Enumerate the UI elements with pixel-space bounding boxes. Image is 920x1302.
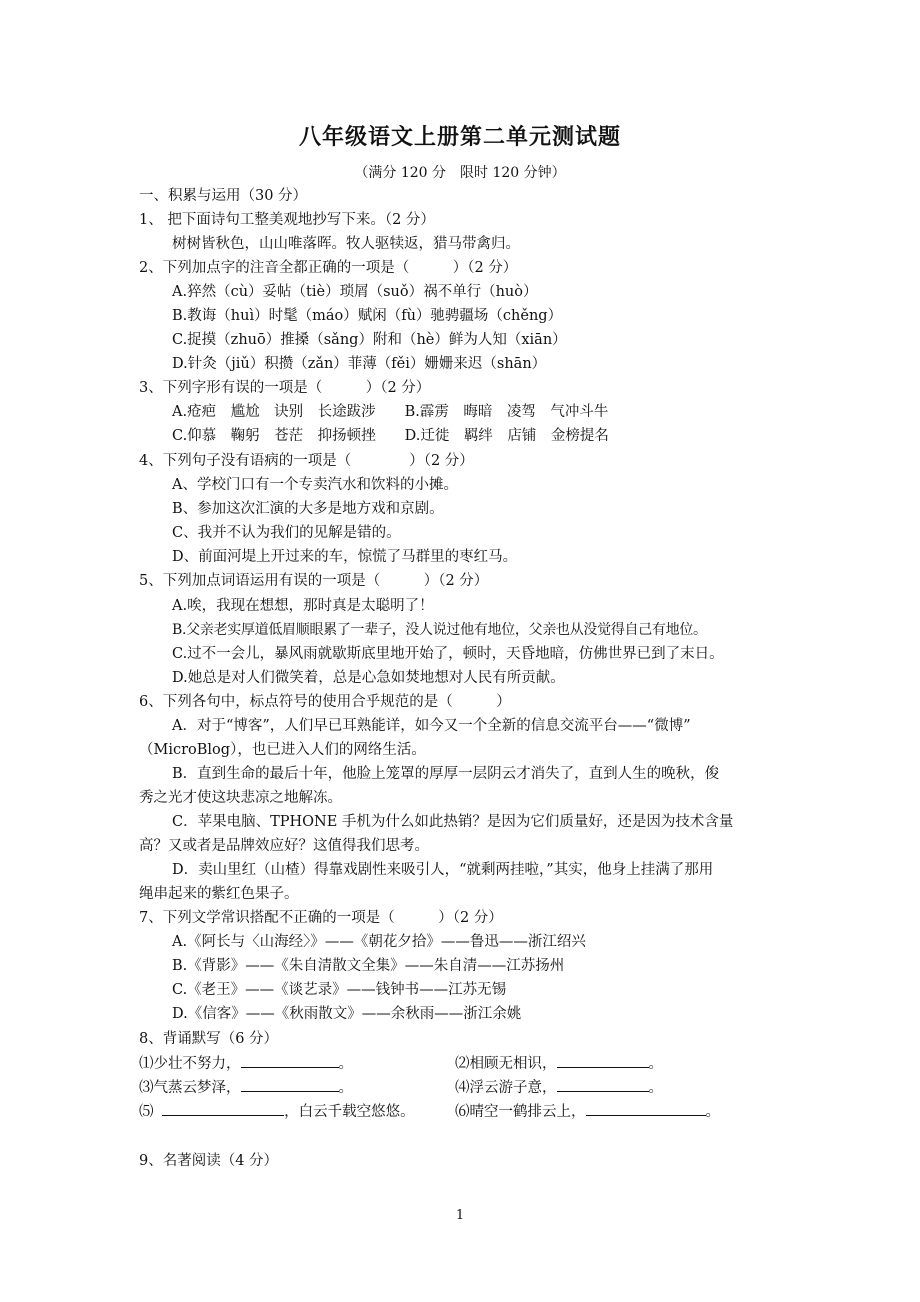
- recitation-item-5: [139, 1101, 415, 1122]
- question-7-option-d: D.《信客》——《秋雨散文》——余秋雨——浙江余姚: [172, 1006, 522, 1022]
- question-6-option-c-line-2: 高？又或者是品牌效应好？这值得我们思考。: [139, 838, 429, 854]
- question-6-option-b-line-1: B．直到生命的最后十年，他脸上笼罩的厚厚一层阴云才消失了，直到人生的晚秋，俊: [172, 766, 720, 782]
- recitation-item-4-text: ⑷浮云游子意，: [455, 1080, 557, 1096]
- question-4-option-c: C、我并不认为我们的见解是错的。: [172, 525, 401, 541]
- question-6-option-c-line-1: C．苹果电脑、TPHONE 手机为什么如此热销？是因为它们质量好，还是因为技术含量: [172, 814, 734, 830]
- answer-blank[interactable]: [586, 1101, 706, 1116]
- question-7-option-b: B.《背影》——《朱自清散文全集》——朱自清——江苏扬州: [172, 958, 565, 974]
- question-6-option-b-line-2: 秀之光才使这块悲凉之地解冻。: [139, 790, 342, 806]
- recitation-item-5-text: ，白云千载空悠悠。: [284, 1104, 415, 1120]
- recitation-item-4-end: 。: [648, 1080, 663, 1096]
- question-4-stem: 4、下列句子没有语病的一项是（ ）（2 分）: [139, 453, 474, 469]
- page-title: 八年级语文上册第二单元测试题: [298, 125, 621, 150]
- question-5-option-d: D.她总是对人们微笑着，总是心急如焚地想对人民有所贡献。: [172, 670, 565, 686]
- answer-blank[interactable]: [241, 1053, 339, 1068]
- question-4-option-d: D、前面河堤上开过来的车，惊慌了马群里的枣红马。: [172, 549, 518, 565]
- question-3-stem: 3、下列字形有误的一项是（ ）（2 分）: [139, 380, 431, 396]
- question-5-stem: 5、下列加点词语运用有误的一项是（ ）（2 分）: [139, 573, 489, 589]
- question-6-option-d-line-2: 绳串起来的紫红色果子。: [139, 886, 299, 902]
- question-9-stem: 9、名著阅读（4 分）: [139, 1153, 279, 1169]
- answer-blank[interactable]: [241, 1077, 339, 1092]
- recitation-item-5-number: ⑸: [139, 1104, 159, 1120]
- recitation-item-2: [455, 1053, 663, 1074]
- recitation-item-1-text: ⑴少壮不努力，: [139, 1056, 241, 1072]
- question-3-options-row-1: A.疮疤 尴尬 诀别 长途跋涉 B.霹雳 晦暗 凌驾 气冲斗牛: [172, 404, 609, 420]
- page-number: 1: [455, 1208, 465, 1223]
- recitation-item-1: [139, 1053, 353, 1074]
- question-8-stem: 8、背诵默写（6 分）: [139, 1031, 279, 1047]
- question-4-option-b: B、参加这次汇演的大多是地方戏和京剧。: [172, 501, 444, 517]
- recitation-item-2-text: ⑵相顾无相识，: [455, 1056, 557, 1072]
- question-5-option-a: A.唉，我现在想想，那时真是太聪明了！: [172, 598, 434, 614]
- question-1-poem: 树树皆秋色，山山唯落晖。牧人驱犊返，猎马带禽归。: [172, 236, 520, 252]
- answer-blank[interactable]: [557, 1077, 649, 1092]
- question-6-option-a-line-1: A．对于“博客”，人们早已耳熟能详，如今又一个全新的信息交流平台——“微博”: [172, 718, 691, 734]
- question-4-option-a: A、学校门口有一个专卖汽水和饮料的小摊。: [172, 477, 458, 493]
- recitation-item-4: [455, 1077, 663, 1098]
- question-2-option-c: C.捉摸（zhuō）推搡（sǎng）附和（hè）鲜为人知（xiān）: [172, 332, 567, 348]
- recitation-item-2-end: 。: [648, 1056, 663, 1072]
- recitation-item-1-end: 。: [338, 1056, 353, 1072]
- question-6-stem: 6、下列各句中，标点符号的使用合乎规范的是（ ）: [139, 694, 511, 710]
- question-7-option-a: A.《阿长与〈山海经〉》——《朝花夕拾》——鲁迅——浙江绍兴: [172, 934, 586, 950]
- answer-blank[interactable]: [557, 1053, 649, 1068]
- question-2-option-d: D.针灸（jiǔ）积攒（zǎn）菲薄（fěi）姗姗来迟（shān）: [172, 356, 547, 372]
- recitation-item-3: [139, 1077, 353, 1098]
- exam-subtitle: （满分 120 分 限时 120 分钟）: [354, 165, 566, 181]
- question-2-option-b: B.教诲（huì）时髦（máo）赋闲（fù）驰骋疆场（chěng）: [172, 308, 563, 324]
- recitation-item-3-end: 。: [338, 1080, 353, 1096]
- question-5-option-c: C.过不一会儿，暴风雨就歇斯底里地开始了，顿时，天昏地暗，仿佛世界已到了末日。: [172, 646, 724, 662]
- question-5-option-b: B.父亲老实厚道低眉顺眼累了一辈子，没人说过他有地位，父亲也从没觉得自己有地位。: [172, 622, 707, 638]
- question-1-stem: 1、 把下面诗句工整美观地抄写下来。（2 分）: [139, 212, 435, 228]
- question-2-stem: 2、下列加点字的注音全都正确的一项是（ ）（2 分）: [139, 260, 518, 276]
- answer-blank[interactable]: [162, 1101, 284, 1116]
- section-heading: 一、积累与运用（30 分）: [139, 188, 308, 204]
- question-3-options-row-2: C.仰慕 鞠躬 苍茫 抑扬顿挫 D.迁徙 羁绊 店铺 金榜提名: [172, 428, 609, 444]
- question-2-option-a: A.猝然（cù）妥帖（tiè）琐屑（suǒ）祸不单行（huò）: [172, 284, 538, 300]
- recitation-item-6-text: ⑹晴空一鹤排云上，: [455, 1104, 586, 1120]
- question-7-option-c: C.《老王》——《谈艺录》——钱钟书——江苏无锡: [172, 982, 507, 998]
- recitation-item-6-end: 。: [705, 1104, 720, 1120]
- question-6-option-a-line-2: （MicroBlog），也已进入人们的网络生活。: [139, 742, 426, 758]
- question-6-option-d-line-1: D．卖山里红（山楂）得靠戏剧性来吸引人，“就剩两挂啦，”其实，他身上挂满了那用: [172, 862, 714, 878]
- recitation-item-6: [455, 1101, 720, 1122]
- question-7-stem: 7、下列文学常识搭配不正确的一项是（ ）（2 分）: [139, 910, 503, 926]
- recitation-item-3-text: ⑶气蒸云梦泽，: [139, 1080, 241, 1096]
